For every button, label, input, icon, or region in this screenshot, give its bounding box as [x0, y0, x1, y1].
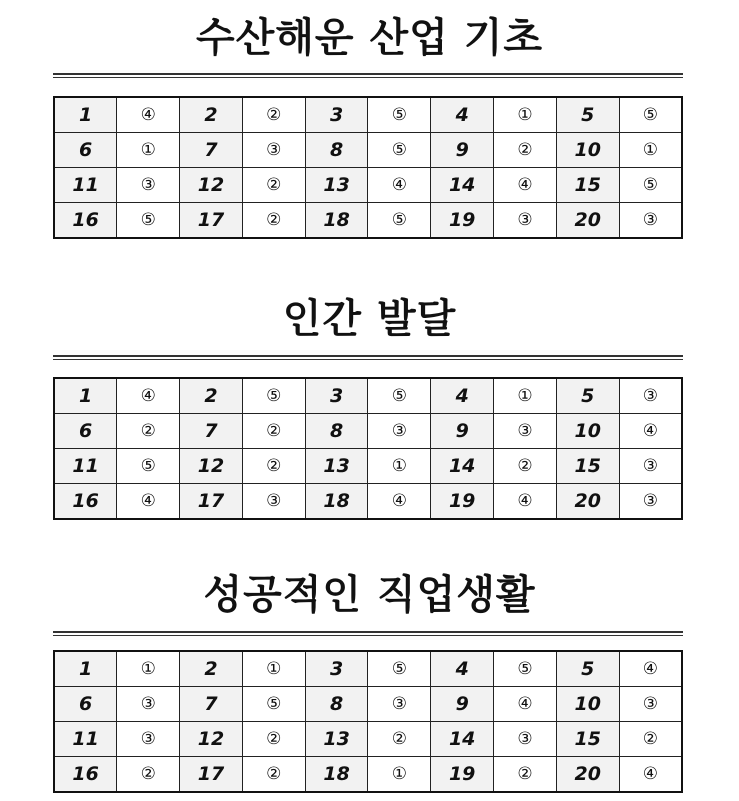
answer-choice: ⑤ [368, 378, 431, 414]
section-3 [0, 569, 739, 801]
answer-choice: ① [619, 133, 682, 168]
answer-choice: ③ [619, 687, 682, 722]
title-divider [53, 73, 683, 78]
answer-choice: ② [242, 97, 305, 133]
question-number: 9 [431, 687, 494, 722]
table-row [54, 378, 682, 414]
answer-choice: ① [117, 651, 180, 687]
answer-choice: ③ [619, 449, 682, 484]
section-title: 수산해운 산업 기초 [196, 15, 543, 61]
question-number: 19 [431, 484, 494, 520]
table-row [54, 484, 682, 520]
answer-choice: ④ [117, 97, 180, 133]
answer-choice: ② [117, 414, 180, 449]
question-number: 2 [180, 651, 243, 687]
answer-choice: ③ [117, 168, 180, 203]
answer-choice: ④ [619, 414, 682, 449]
question-number: 10 [556, 414, 619, 449]
question-number: 9 [431, 414, 494, 449]
question-number: 17 [180, 203, 243, 239]
question-number: 6 [54, 133, 117, 168]
answer-choice: ② [494, 449, 557, 484]
question-number: 7 [180, 414, 243, 449]
section-2 [0, 293, 739, 525]
answer-choice: ① [242, 651, 305, 687]
question-number: 5 [556, 97, 619, 133]
answer-choice: ⑤ [117, 449, 180, 484]
question-number: 17 [180, 484, 243, 520]
answer-choice: ④ [494, 484, 557, 520]
question-number: 1 [54, 651, 117, 687]
table-row [54, 203, 682, 239]
question-number: 3 [305, 378, 368, 414]
answer-choice: ⑤ [117, 203, 180, 239]
answer-choice: ② [494, 133, 557, 168]
question-number: 17 [180, 757, 243, 793]
answer-choice: ① [368, 449, 431, 484]
question-number: 16 [54, 757, 117, 793]
question-number: 10 [556, 133, 619, 168]
answer-choice: ④ [619, 757, 682, 793]
question-number: 8 [305, 414, 368, 449]
question-number: 10 [556, 687, 619, 722]
answer-choice: ③ [368, 687, 431, 722]
question-number: 15 [556, 449, 619, 484]
question-number: 14 [431, 168, 494, 203]
answer-choice: ③ [494, 414, 557, 449]
answer-choice: ⑤ [494, 651, 557, 687]
question-number: 2 [180, 97, 243, 133]
answer-choice: ② [619, 722, 682, 757]
answer-choice: ③ [117, 722, 180, 757]
answer-choice: ④ [117, 378, 180, 414]
question-number: 7 [180, 133, 243, 168]
question-number: 15 [556, 722, 619, 757]
question-number: 11 [54, 168, 117, 203]
table-row [54, 133, 682, 168]
question-number: 12 [180, 722, 243, 757]
answer-choice: ④ [368, 168, 431, 203]
answer-choice: ④ [494, 687, 557, 722]
question-number: 18 [305, 484, 368, 520]
answer-choice: ② [242, 449, 305, 484]
answer-choice: ⑤ [368, 651, 431, 687]
answer-choice: ② [117, 757, 180, 793]
answer-choice: ① [368, 757, 431, 793]
answer-choice: ① [117, 133, 180, 168]
answer-choice: ⑤ [368, 133, 431, 168]
answer-choice: ② [242, 757, 305, 793]
answer-choice: ④ [117, 484, 180, 520]
answer-choice: ⑤ [368, 203, 431, 239]
question-number: 20 [556, 484, 619, 520]
table-row [54, 97, 682, 133]
question-number: 11 [54, 722, 117, 757]
question-number: 3 [305, 97, 368, 133]
answer-choice: ③ [619, 378, 682, 414]
answer-choice: ② [242, 168, 305, 203]
question-number: 12 [180, 449, 243, 484]
section-title: 인간 발달 [282, 296, 457, 342]
question-number: 19 [431, 203, 494, 239]
question-number: 11 [54, 449, 117, 484]
answer-choice: ③ [619, 484, 682, 520]
answer-choice: ① [494, 97, 557, 133]
question-number: 5 [556, 651, 619, 687]
answer-choice: ⑤ [242, 687, 305, 722]
question-number: 20 [556, 757, 619, 793]
answer-choice: ③ [117, 687, 180, 722]
answer-choice: ④ [619, 651, 682, 687]
answer-table [53, 377, 683, 520]
question-number: 5 [556, 378, 619, 414]
question-number: 7 [180, 687, 243, 722]
answer-choice: ⑤ [242, 378, 305, 414]
question-number: 2 [180, 378, 243, 414]
question-number: 16 [54, 484, 117, 520]
question-number: 1 [54, 97, 117, 133]
answer-table [53, 96, 683, 239]
title-divider [53, 355, 683, 360]
question-number: 8 [305, 133, 368, 168]
answer-choice: ② [368, 722, 431, 757]
question-number: 4 [431, 651, 494, 687]
question-number: 6 [54, 687, 117, 722]
table-row [54, 687, 682, 722]
answer-table [53, 650, 683, 793]
question-number: 3 [305, 651, 368, 687]
question-number: 8 [305, 687, 368, 722]
answer-choice: ③ [242, 133, 305, 168]
question-number: 4 [431, 97, 494, 133]
question-number: 13 [305, 449, 368, 484]
table-row [54, 414, 682, 449]
answer-table-body [54, 97, 682, 238]
question-number: 15 [556, 168, 619, 203]
question-number: 13 [305, 722, 368, 757]
question-number: 18 [305, 203, 368, 239]
answer-choice: ② [242, 203, 305, 239]
answer-choice: ③ [242, 484, 305, 520]
question-number: 13 [305, 168, 368, 203]
answer-table-body [54, 651, 682, 792]
question-number: 18 [305, 757, 368, 793]
table-row [54, 651, 682, 687]
question-number: 6 [54, 414, 117, 449]
question-number: 9 [431, 133, 494, 168]
answer-choice: ④ [494, 168, 557, 203]
answer-choice: ③ [368, 414, 431, 449]
title-divider [53, 631, 683, 636]
answer-choice: ④ [368, 484, 431, 520]
answer-choice: ⑤ [619, 168, 682, 203]
answer-choice: ③ [494, 203, 557, 239]
answer-choice: ③ [494, 722, 557, 757]
answer-choice: ② [242, 722, 305, 757]
question-number: 16 [54, 203, 117, 239]
question-number: 12 [180, 168, 243, 203]
table-row [54, 757, 682, 793]
answer-choice: ① [494, 378, 557, 414]
question-number: 14 [431, 722, 494, 757]
question-number: 20 [556, 203, 619, 239]
answer-table-body [54, 378, 682, 519]
answer-choice: ② [242, 414, 305, 449]
question-number: 19 [431, 757, 494, 793]
answer-choice: ⑤ [368, 97, 431, 133]
section-title: 성공적인 직업생활 [203, 572, 536, 618]
table-row [54, 449, 682, 484]
answer-choice: ⑤ [619, 97, 682, 133]
section-1 [0, 12, 739, 244]
table-row [54, 722, 682, 757]
table-row [54, 168, 682, 203]
answer-choice: ② [494, 757, 557, 793]
question-number: 1 [54, 378, 117, 414]
question-number: 14 [431, 449, 494, 484]
question-number: 4 [431, 378, 494, 414]
answer-choice: ③ [619, 203, 682, 239]
